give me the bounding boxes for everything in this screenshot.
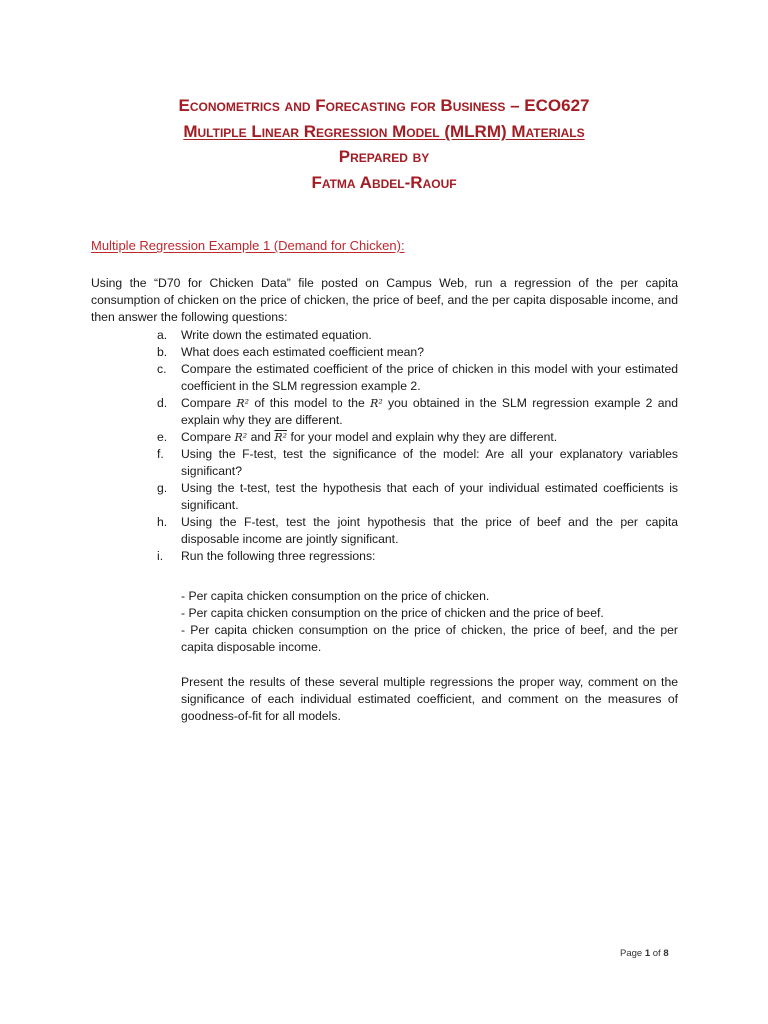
list-item [91, 361, 678, 395]
questions-list [91, 327, 678, 565]
list-marker: c. [157, 362, 167, 376]
closing-paragraph: Present the results of these several multiple regressions the proper way, comment on the significance of each individual estimated coefficient, and comment on the measures of goodness-of-fit for all models. [181, 675, 678, 723]
total-pages: 8 [663, 948, 669, 959]
page-footer [620, 948, 669, 959]
list-item-text-mid: and [250, 430, 271, 444]
prepared-by-label: Prepared by [338, 147, 430, 166]
r-squared-symbol: R² [234, 431, 248, 444]
list-marker: b. [157, 345, 168, 359]
list-item [91, 344, 678, 361]
author-name: Fatma Abdel-Raouf [311, 173, 457, 192]
section-title: Multiple Regression Example 1 (Demand for Chicken): [91, 238, 405, 253]
list-item [91, 514, 678, 548]
list-item [91, 548, 678, 565]
list-item-text: Using the F-test, test the joint hypothesis that the price of beef and the per capita disposable income are jointly significant. [181, 515, 678, 546]
list-item-text-pre: Compare [181, 396, 232, 410]
list-item-text: Write down the estimated equation. [181, 328, 372, 342]
list-item-text-mid: of this model to the [254, 396, 365, 410]
r-squared-symbol: R² [370, 397, 383, 410]
list-item [91, 327, 678, 344]
list-item [91, 429, 678, 446]
list-item-text: Run the following three regressions: [181, 549, 376, 563]
list-item-text-pre: Compare [181, 430, 232, 444]
list-item [91, 480, 678, 514]
list-item-text: Compare the estimated coefficient of the price of chicken in this model with your estimated coefficient in the SLM regression example 2. [181, 362, 678, 393]
list-item-text-post: you obtained in the SLM regression example 2 and explain why they are different. [181, 396, 679, 427]
list-item [91, 446, 678, 480]
regression-item: - Per capita chicken consumption on the price of chicken. [181, 589, 490, 603]
list-item-text: Using the F-test, test the significance of the model: Are all your explanatory variables significant? [181, 447, 678, 478]
intro-paragraph: Using the “D70 for Chicken Data” file posted on Campus Web, run a regression of the per capita consumption of chicken on the price of chicken, the price of beef, and the per capita disposable income, and then answer the following questions: [91, 276, 678, 324]
regression-item: - Per capita chicken consumption on the price of chicken, the price of beef, and the per capita disposable income. [181, 623, 678, 654]
list-item-text-post: for your model and explain why they are different. [290, 430, 558, 444]
of-label: of [652, 948, 661, 959]
page-number: 1 [644, 948, 651, 959]
list-marker: a. [157, 328, 168, 342]
r-squared-symbol: R² [236, 397, 250, 410]
list-marker: d. [157, 396, 168, 410]
regressions-list [181, 588, 678, 656]
list-marker: g. [157, 481, 168, 495]
list-marker: i. [157, 549, 164, 563]
list-item-text: What does each estimated coefficient mean? [181, 345, 424, 359]
adjusted-r-squared-symbol: R² [274, 431, 288, 444]
list-marker: h. [157, 515, 168, 529]
document-subtitle: Multiple Linear Regression Model (MLRM) Materials [183, 122, 585, 141]
list-marker: f. [157, 447, 164, 461]
regression-item: - Per capita chicken consumption on the price of chicken and the price of beef. [181, 606, 604, 620]
course-title: Econometrics and Forecasting for Business – ECO627 [178, 96, 590, 115]
page-label: Page [620, 948, 643, 959]
list-item-text: Using the t-test, test the hypothesis that each of your individual estimated coefficients is significant. [181, 481, 678, 512]
list-marker: e. [157, 430, 168, 444]
list-item [91, 395, 678, 429]
